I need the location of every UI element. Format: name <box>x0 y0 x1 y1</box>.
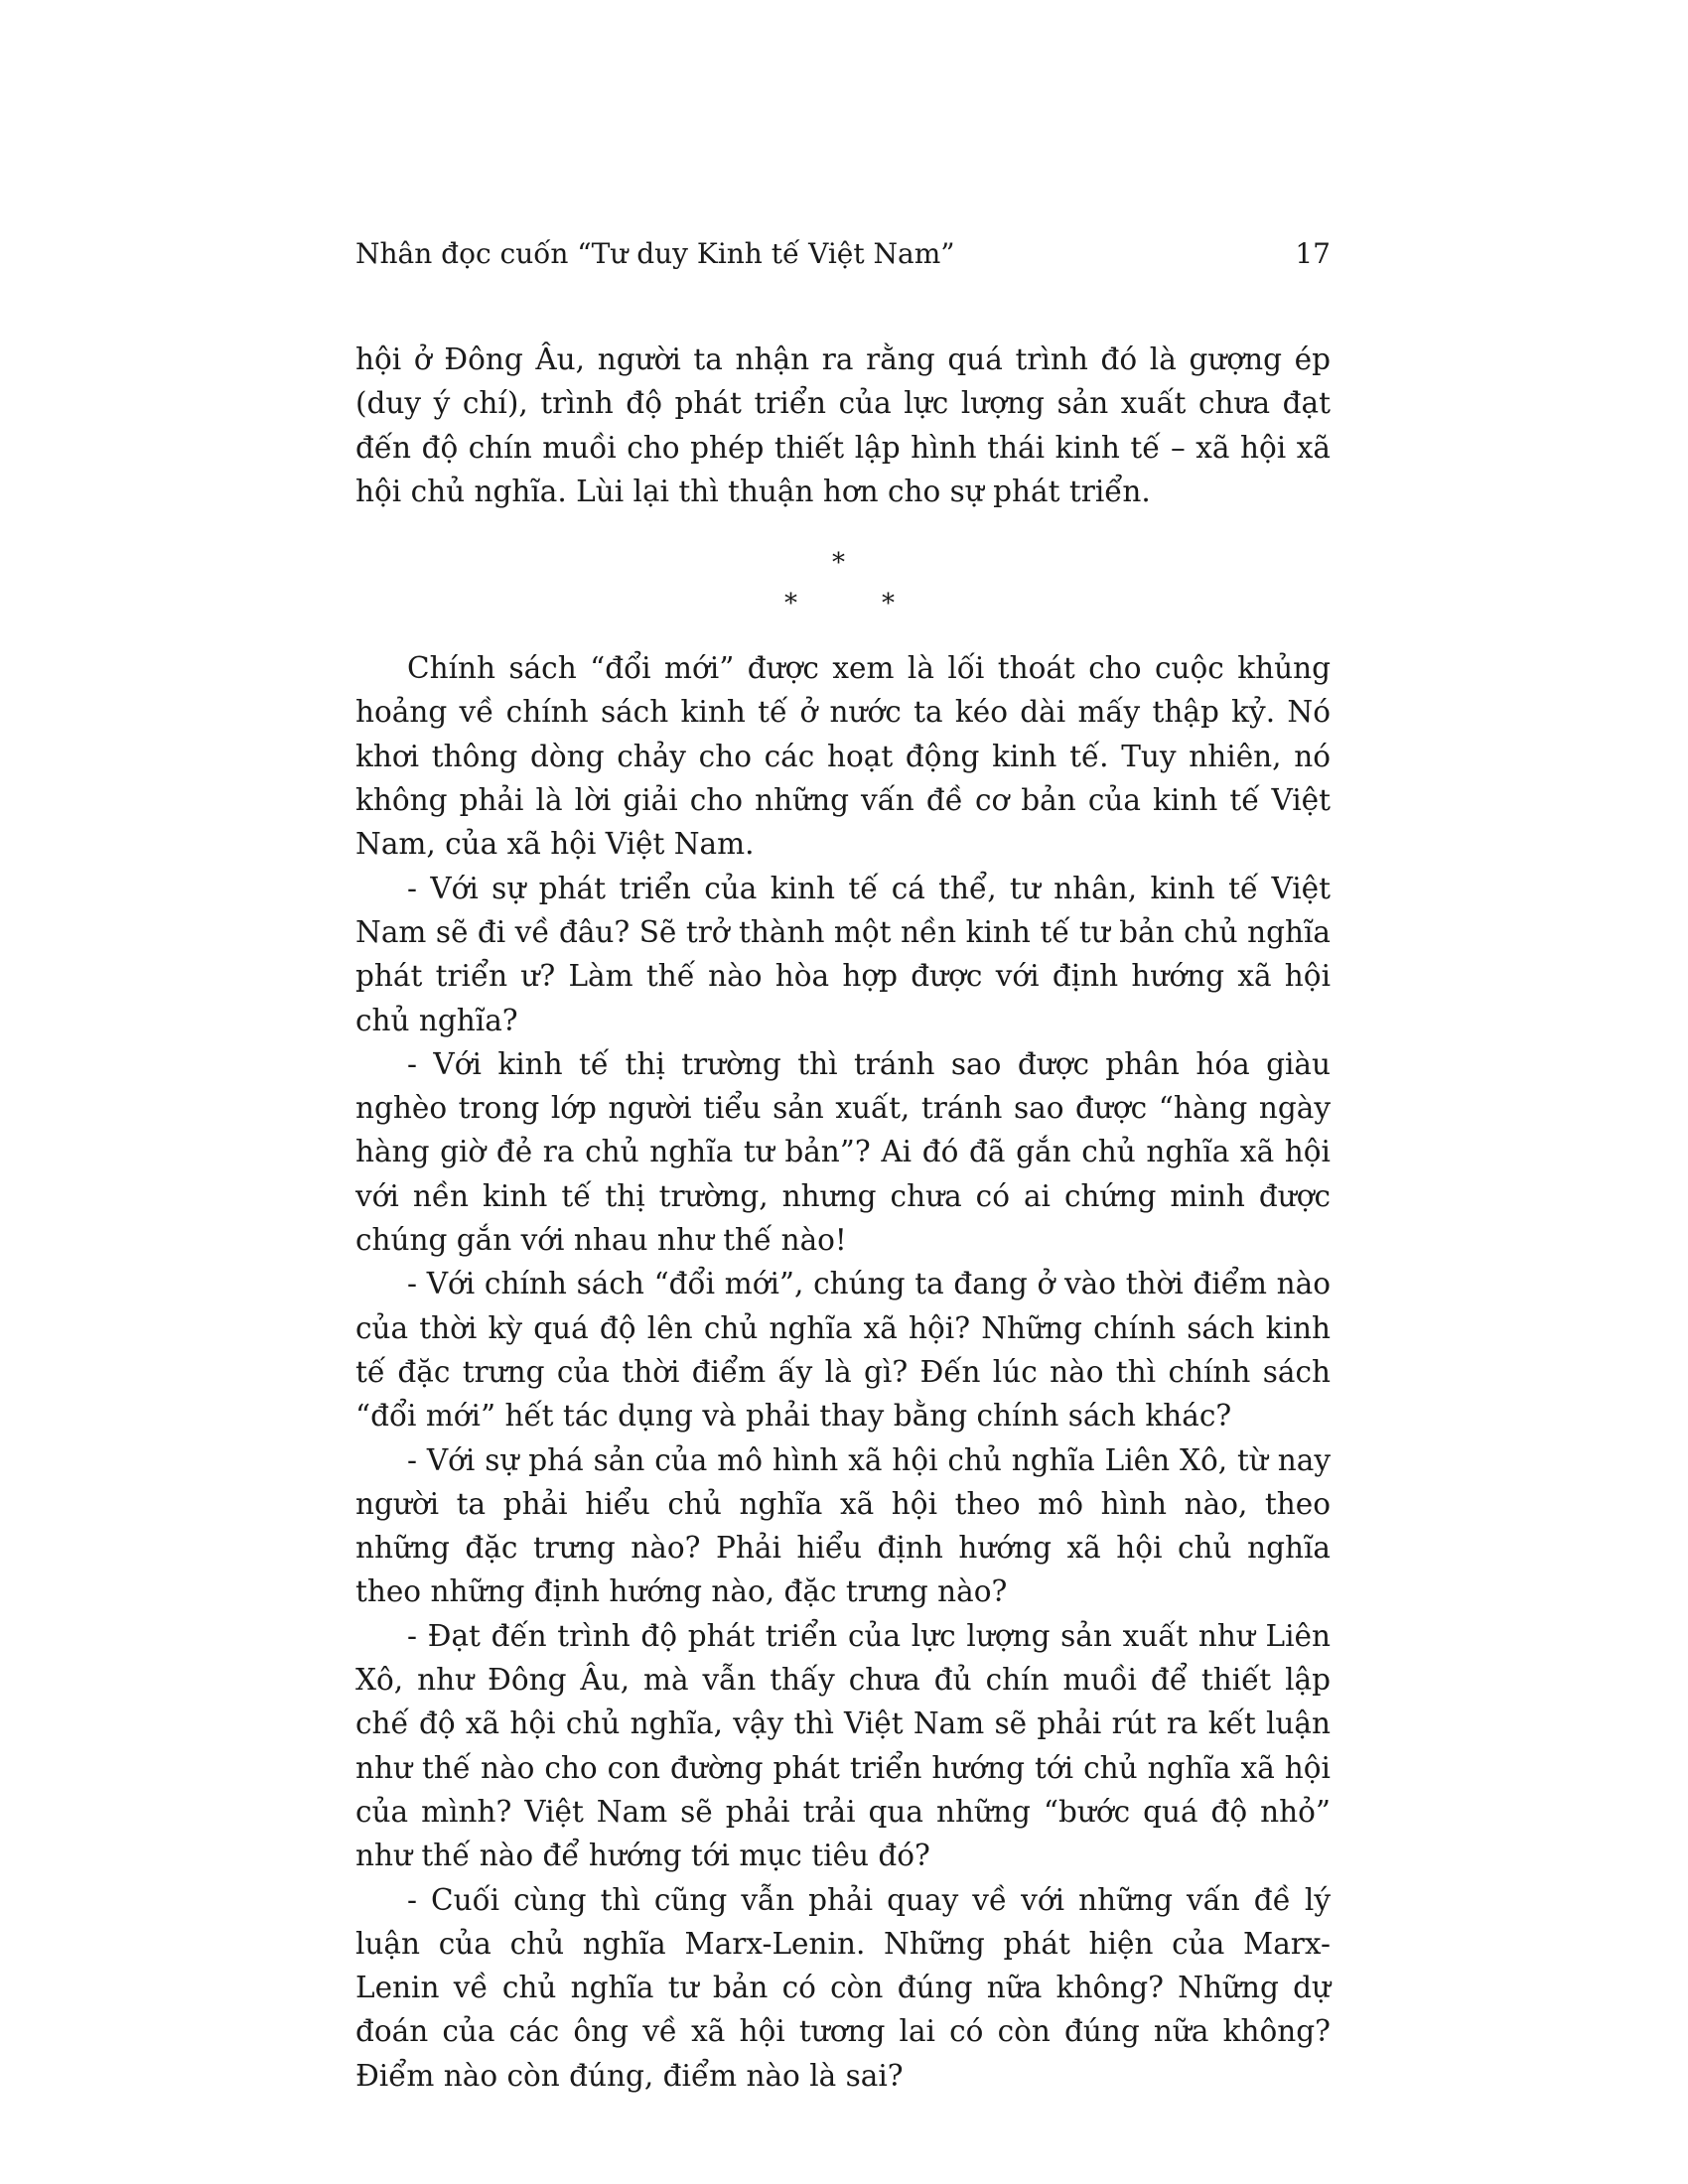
paragraph-question-1: - Với sự phát triển của kinh tế cá thể, tư nhân, kinh tế Việt Nam sẽ đi về đâu? Sẽ trở thành một nền kinh tế tư bản chủ nghĩa phát triển ư? Làm thế nào hòa hợp được với định hướng xã hội chủ nghĩa? <box>355 871 1331 1037</box>
book-page <box>355 0 1331 2184</box>
separator-star-top: * <box>832 548 845 579</box>
separator-star-right: * <box>882 589 895 619</box>
running-header <box>355 234 1331 274</box>
paragraph-question-4: - Với sự phá sản của mô hình xã hội chủ nghĩa Liên Xô, từ nay người ta phải hiểu chủ nghĩa xã hội theo mô hình nào, theo những đặc trưng nào? Phải hiểu định hướng xã hội chủ nghĩa theo những định hướng nào, đặc trưng nào? <box>355 1442 1331 1609</box>
paragraph-question-2: - Với kinh tế thị trường thì tránh sao được phân hóa giàu nghèo trong lớp người tiểu sản xuất, tránh sao được “hàng ngày hàng giờ đẻ ra chủ nghĩa tư bản”? Ai đó đã gắn chủ nghĩa xã hội với nền kinh tế thị trường, nhưng chưa có ai chứng minh được chúng gắn với nhau như thế nào! <box>355 1046 1331 1258</box>
page-number: 17 <box>1295 237 1331 270</box>
paragraph-question-5: - Đạt đến trình độ phát triển của lực lượng sản xuất như Liên Xô, như Đông Âu, mà vẫn thấy chưa đủ chín muồi để thiết lập chế độ xã hội chủ nghĩa, vậy thì Việt Nam sẽ phải rút ra kết luận như thế nào cho con đường phát triển hướng tới chủ nghĩa xã hội của mình? Việt Nam sẽ phải trải qua những “bước quá độ nhỏ” như thế nào để hướng tới mục tiêu đó? <box>355 1618 1331 1873</box>
paragraph-continued: hội ở Đông Âu, người ta nhận ra rằng quá trình đó là gượng ép (duy ý chí), trình độ phát triển của lực lượng sản xuất chưa đạt đến độ chín muồi cho phép thiết lập hình thái kinh tế – xã hội xã hội chủ nghĩa. Lùi lại thì thuận hơn cho sự phát triển. <box>355 342 1331 508</box>
section-separator <box>355 523 1331 646</box>
body-text <box>355 338 1331 2098</box>
paragraph-question-3: - Với chính sách “đổi mới”, chúng ta đang ở vào thời điểm nào của thời kỳ quá độ lên chủ nghĩa xã hội? Những chính sách kinh tế đặc trưng của thời điểm ấy là gì? Đến lúc nào thì chính sách “đổi mới” hết tác dụng và phải thay bằng chính sách khác? <box>355 1267 1331 1433</box>
separator-star-left: * <box>784 589 797 619</box>
paragraph-question-6: - Cuối cùng thì cũng vẫn phải quay về với những vấn đề lý luận của chủ nghĩa Marx-Lenin. Những phát hiện của Marx-Lenin về chủ nghĩa tư bản có còn đúng nữa không? Những dự đoán của các ông về xã hội tương lai có còn đúng nữa không? Điểm nào còn đúng, điểm nào là sai? <box>355 1882 1331 2093</box>
paragraph-doi-moi: Chính sách “đổi mới” được xem là lối thoát cho cuộc khủng hoảng về chính sách kinh tế ở nước ta kéo dài mấy thập kỷ. Nó khơi thông dòng chảy cho các hoạt động kinh tế. Tuy nhiên, nó không phải là lời giải cho những vấn đề cơ bản của kinh tế Việt Nam, của xã hội Việt Nam. <box>355 651 1331 862</box>
header-title: Nhân đọc cuốn “Tư duy Kinh tế Việt Nam” <box>355 237 955 270</box>
